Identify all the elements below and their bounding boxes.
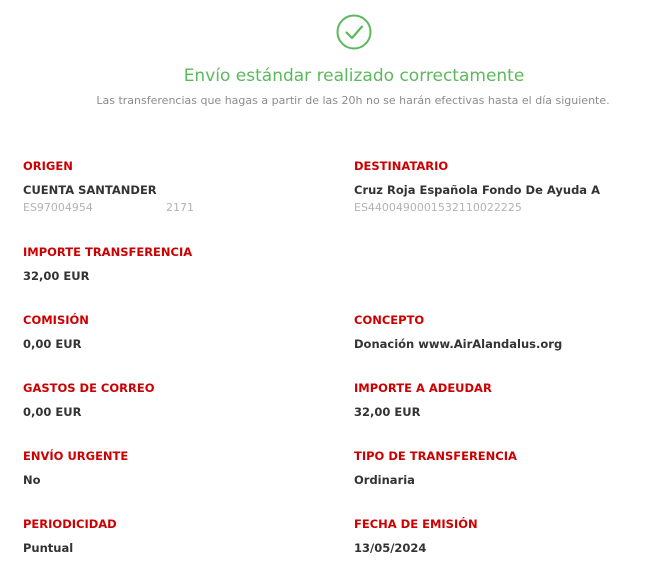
field-urgente <box>23 449 128 487</box>
field-value: Cruz Roja Española Fondo De Ayuda A <box>354 183 600 197</box>
page-subtitle: Las transferencias que hagas a partir de las 20h no se harán efectivas hasta el día siguiente. <box>96 94 610 107</box>
field-value: 32,00 EUR <box>354 405 421 419</box>
field-value: Donación www.AirAlandalus.org <box>354 337 563 351</box>
origin-iban-end: 2171 <box>166 201 194 214</box>
origin-iban <box>23 201 194 214</box>
field-concepto <box>354 313 562 351</box>
field-value: 0,00 EUR <box>23 405 82 419</box>
field-value: No <box>23 473 41 487</box>
field-label: GASTOS DE CORREO <box>23 381 155 395</box>
field-fecha <box>354 517 478 555</box>
field-label: IMPORTE A ADEUDAR <box>354 381 492 395</box>
field-comision <box>23 313 89 351</box>
field-label: CONCEPTO <box>354 313 425 327</box>
field-label: COMISIÓN <box>23 313 89 327</box>
field-value: 0,00 EUR <box>23 337 82 351</box>
recipient-iban: ES4400490001532110022225 <box>354 201 522 214</box>
field-origen <box>23 159 194 214</box>
field-label: FECHA DE EMISIÓN <box>354 517 478 531</box>
field-periodicidad <box>23 517 117 555</box>
field-label: IMPORTE TRANSFERENCIA <box>23 245 193 259</box>
check-circle-icon <box>336 14 372 50</box>
field-value: 13/05/2024 <box>354 541 427 555</box>
field-value: 32,00 EUR <box>23 269 90 283</box>
field-destinatario <box>354 159 600 214</box>
field-label: ORIGEN <box>23 159 73 173</box>
field-label: TIPO DE TRANSFERENCIA <box>354 449 517 463</box>
origin-iban-start: ES97004954 <box>23 201 93 214</box>
field-label: ENVÍO URGENTE <box>23 449 129 463</box>
field-tipo <box>354 449 517 487</box>
field-adeudar <box>354 381 492 419</box>
field-label: PERIODICIDAD <box>23 517 117 531</box>
field-label: DESTINATARIO <box>354 159 449 173</box>
field-value: CUENTA SANTANDER <box>23 183 157 197</box>
field-gastos <box>23 381 155 419</box>
page-title: Envío estándar realizado correctamente <box>183 66 525 86</box>
field-value: Ordinaria <box>354 473 415 487</box>
field-importe <box>23 245 192 283</box>
field-value: Puntual <box>23 541 74 555</box>
